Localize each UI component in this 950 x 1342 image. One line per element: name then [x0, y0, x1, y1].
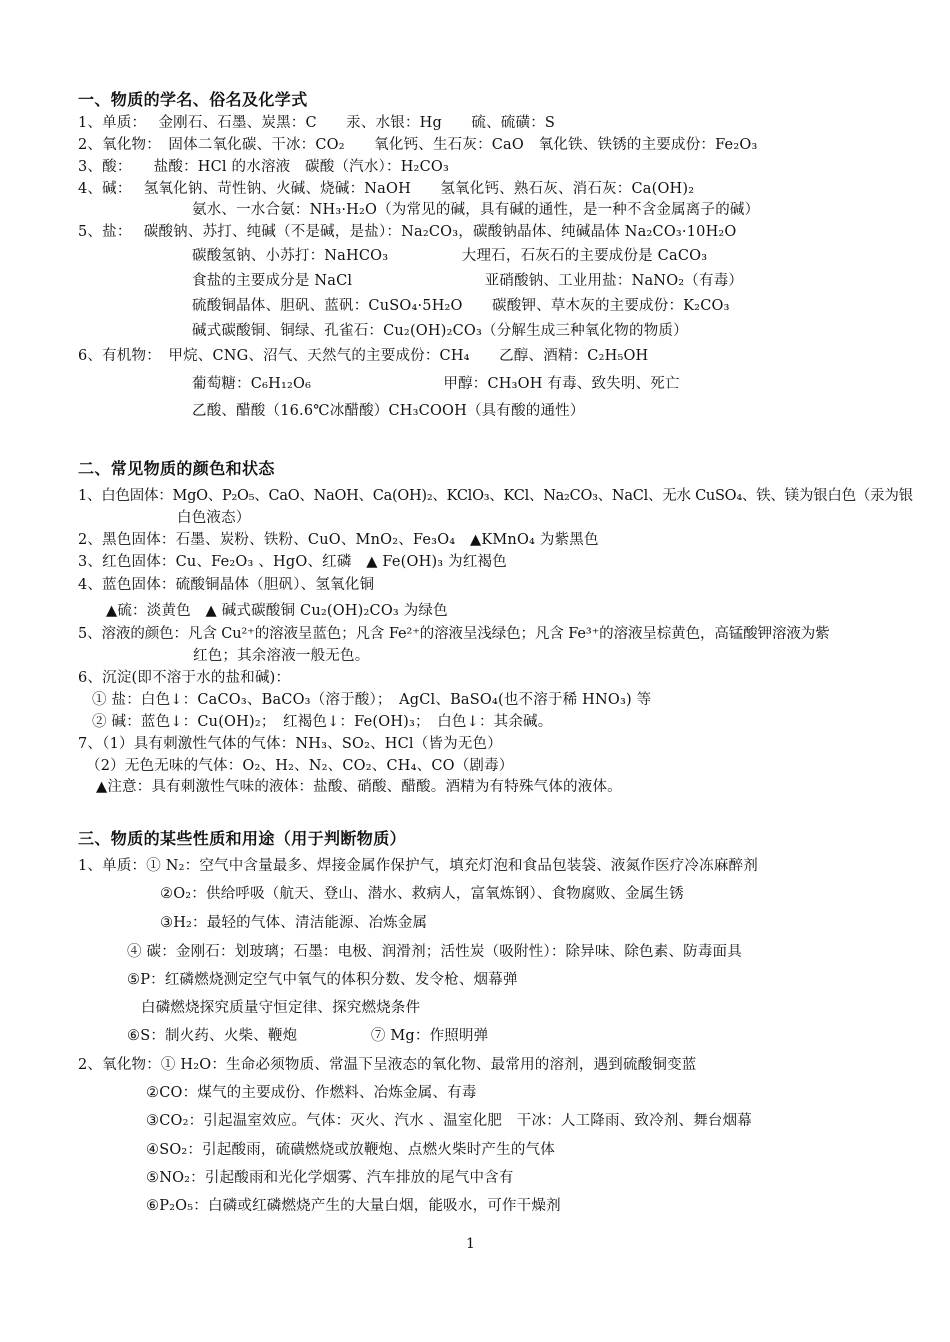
s2-line-5: 4、蓝色固体：硫酸铜晶体（胆矾）、氢氧化铜	[78, 577, 375, 593]
s2-line-4: 3、红色固体：Cu、Fe₂O₃ 、HgO、红磷 ▲ Fe(OH)₃ 为红褐色	[78, 554, 507, 570]
s2-line-12: 7、（1）具有刺激性气体的气体：NH₃、SO₂、HCl（皆为无色）	[78, 736, 502, 752]
page-number: 1	[466, 1236, 475, 1252]
s1-line-5: 氨水、一水合氨：NH₃·H₂O（为常见的碱，具有碱的通性，是一种不含金属离子的碱）	[192, 202, 760, 218]
s2-line-9: 6、沉淀(即不溶于水的盐和碱)：	[78, 670, 291, 686]
s2-line-8: 红色；其余溶液一般无色。	[193, 648, 370, 664]
s3-line-7: ⑥S：制火药、火柴、鞭炮 ⑦ Mg：作照明弹	[127, 1028, 489, 1044]
s1-line-11: 6、有机物： 甲烷、CNG、沼气、天然气的主要成份：CH₄ 乙醇、酒精：C₂H₅OH	[78, 348, 649, 364]
s2-line-7: 5、溶液的颜色：凡含 Cu²⁺的溶液呈蓝色；凡含 Fe²⁺的溶液呈浅绿色；凡含 Fe³⁺的溶液呈棕黄色，高锰酸钾溶液为紫	[78, 626, 830, 642]
s1-line-3: 3、酸： 盐酸：HCl 的水溶液 碳酸（汽水）：H₂CO₃	[78, 159, 449, 175]
s1-line-7: 碳酸氢钠、小苏打：NaHCO₃ 大理石，石灰石的主要成份是 CaCO₃	[192, 248, 708, 264]
s1-line-9: 硫酸铜晶体、胆矾、蓝矾：CuSO₄·5H₂O 碳酸钾、草木灰的主要成份：K₂CO₃	[192, 298, 730, 314]
s3-line-13: ⑥P₂O₅：白磷或红磷燃烧产生的大量白烟，能吸水，可作干燥剂	[146, 1198, 561, 1214]
s3-line-11: ④SO₂：引起酸雨，硫磺燃烧或放鞭炮、点燃火柴时产生的气体	[146, 1142, 555, 1158]
s3-line-4: ④ 碳：金刚石：划玻璃；石墨：电极、润滑剂；活性炭（吸附性）：除异味、除色素、防毒面具	[127, 944, 742, 960]
s1-line-13: 乙酸、醋酸（16.6℃冰醋酸）CH₃COOH（具有酸的通性）	[192, 403, 585, 419]
s1-line-6: 5、盐： 碳酸钠、苏打、纯碱（不是碱，是盐）：Na₂CO₃，碳酸钠晶体、纯碱晶体 Na₂CO₃·10H₂O	[78, 224, 737, 240]
s3-line-6: 白磷燃烧探究质量守恒定律、探究燃烧条件	[141, 1000, 421, 1016]
s2-line-14: ▲注意：具有刺激性气味的液体：盐酸、硝酸、醋酸。酒精为有特殊气体的液体。	[96, 779, 622, 795]
s3-line-3: ③H₂：最轻的气体、清洁能源、冶炼金属	[160, 915, 428, 931]
s2-line-2: 白色液态）	[177, 510, 251, 526]
section-1-title: 一、物质的学名、俗名及化学式	[78, 90, 308, 109]
s1-line-12: 葡萄糖：C₆H₁₂O₆ 甲醇：CH₃OH 有毒、致失明、死亡	[192, 376, 680, 392]
s3-line-10: ③CO₂：引起温室效应。气体：灭火、汽水 、温室化肥 干冰：人工降雨、致冷剂、舞台烟幕	[146, 1113, 752, 1129]
s1-line-2: 2、氧化物： 固体二氧化碳、干冰：CO₂ 氧化钙、生石灰：CaO 氧化铁、铁锈的主要成份：Fe₂O₃	[78, 137, 758, 153]
s3-line-12: ⑤NO₂：引起酸雨和光化学烟雾、汽车排放的尾气中含有	[146, 1170, 514, 1186]
s1-line-1: 1、单质： 金刚石、石墨、炭黑：C 汞、水银：Hg 硫、硫磺：S	[78, 115, 556, 131]
s2-line-10: ① 盐：白色↓：CaCO₃、BaCO₃（溶于酸）； AgCl、BaSO₄(也不溶于稀 HNO₃) 等	[92, 692, 652, 708]
s2-line-3: 2、黑色固体：石墨、炭粉、铁粉、CuO、MnO₂、Fe₃O₄ ▲KMnO₄ 为紫黑色	[78, 532, 599, 548]
s3-line-2: ②O₂：供给呼吸（航天、登山、潜水、救病人，富氧炼钢）、食物腐败、金属生锈	[160, 886, 684, 902]
s2-line-6: ▲硫：淡黄色 ▲ 碱式碳酸铜 Cu₂(OH)₂CO₃ 为绿色	[106, 603, 448, 619]
s3-line-5: ⑤P：红磷燃烧测定空气中氧气的体积分数、发令枪、烟幕弹	[127, 972, 518, 988]
s2-line-13: （2）无色无味的气体：O₂、H₂、N₂、CO₂、CH₄、CO（剧毒）	[86, 758, 514, 774]
s3-line-8: 2、氧化物：① H₂O：生命必须物质、常温下呈液态的氧化物、最常用的溶剂，遇到硫酸铜变蓝	[78, 1057, 697, 1073]
s3-line-1: 1、单质：① N₂：空气中含量最多、焊接金属作保护气，填充灯泡和食品包装袋、液氮作医疗冷冻麻醉剂	[78, 858, 758, 874]
s1-line-10: 碱式碳酸铜、铜绿、孔雀石：Cu₂(OH)₂CO₃（分解生成三种氧化物的物质）	[192, 323, 688, 339]
s3-line-9: ②CO：煤气的主要成份、作燃料、冶炼金属、有毒	[146, 1085, 477, 1101]
section-2-title: 二、常见物质的颜色和状态	[78, 459, 275, 478]
section-3-title: 三、物质的某些性质和用途（用于判断物质）	[78, 829, 407, 848]
s1-line-8: 食盐的主要成分是 NaCl 亚硝酸钠、工业用盐：NaNO₂（有毒）	[192, 273, 744, 289]
s2-line-11: ② 碱：蓝色↓：Cu(OH)₂； 红褐色↓：Fe(OH)₃； 白色↓：其余碱。	[92, 714, 553, 730]
s2-line-1: 1、白色固体：MgO、P₂O₅、CaO、NaOH、Ca(OH)₂、KClO₃、KCl、Na₂CO₃、NaCl、无水 CuSO₄、铁、镁为银白色（汞为银	[78, 488, 913, 504]
s1-line-4: 4、碱： 氢氧化钠、苛性钠、火碱、烧碱：NaOH 氢氧化钙、熟石灰、消石灰：Ca(OH)₂	[78, 181, 695, 197]
